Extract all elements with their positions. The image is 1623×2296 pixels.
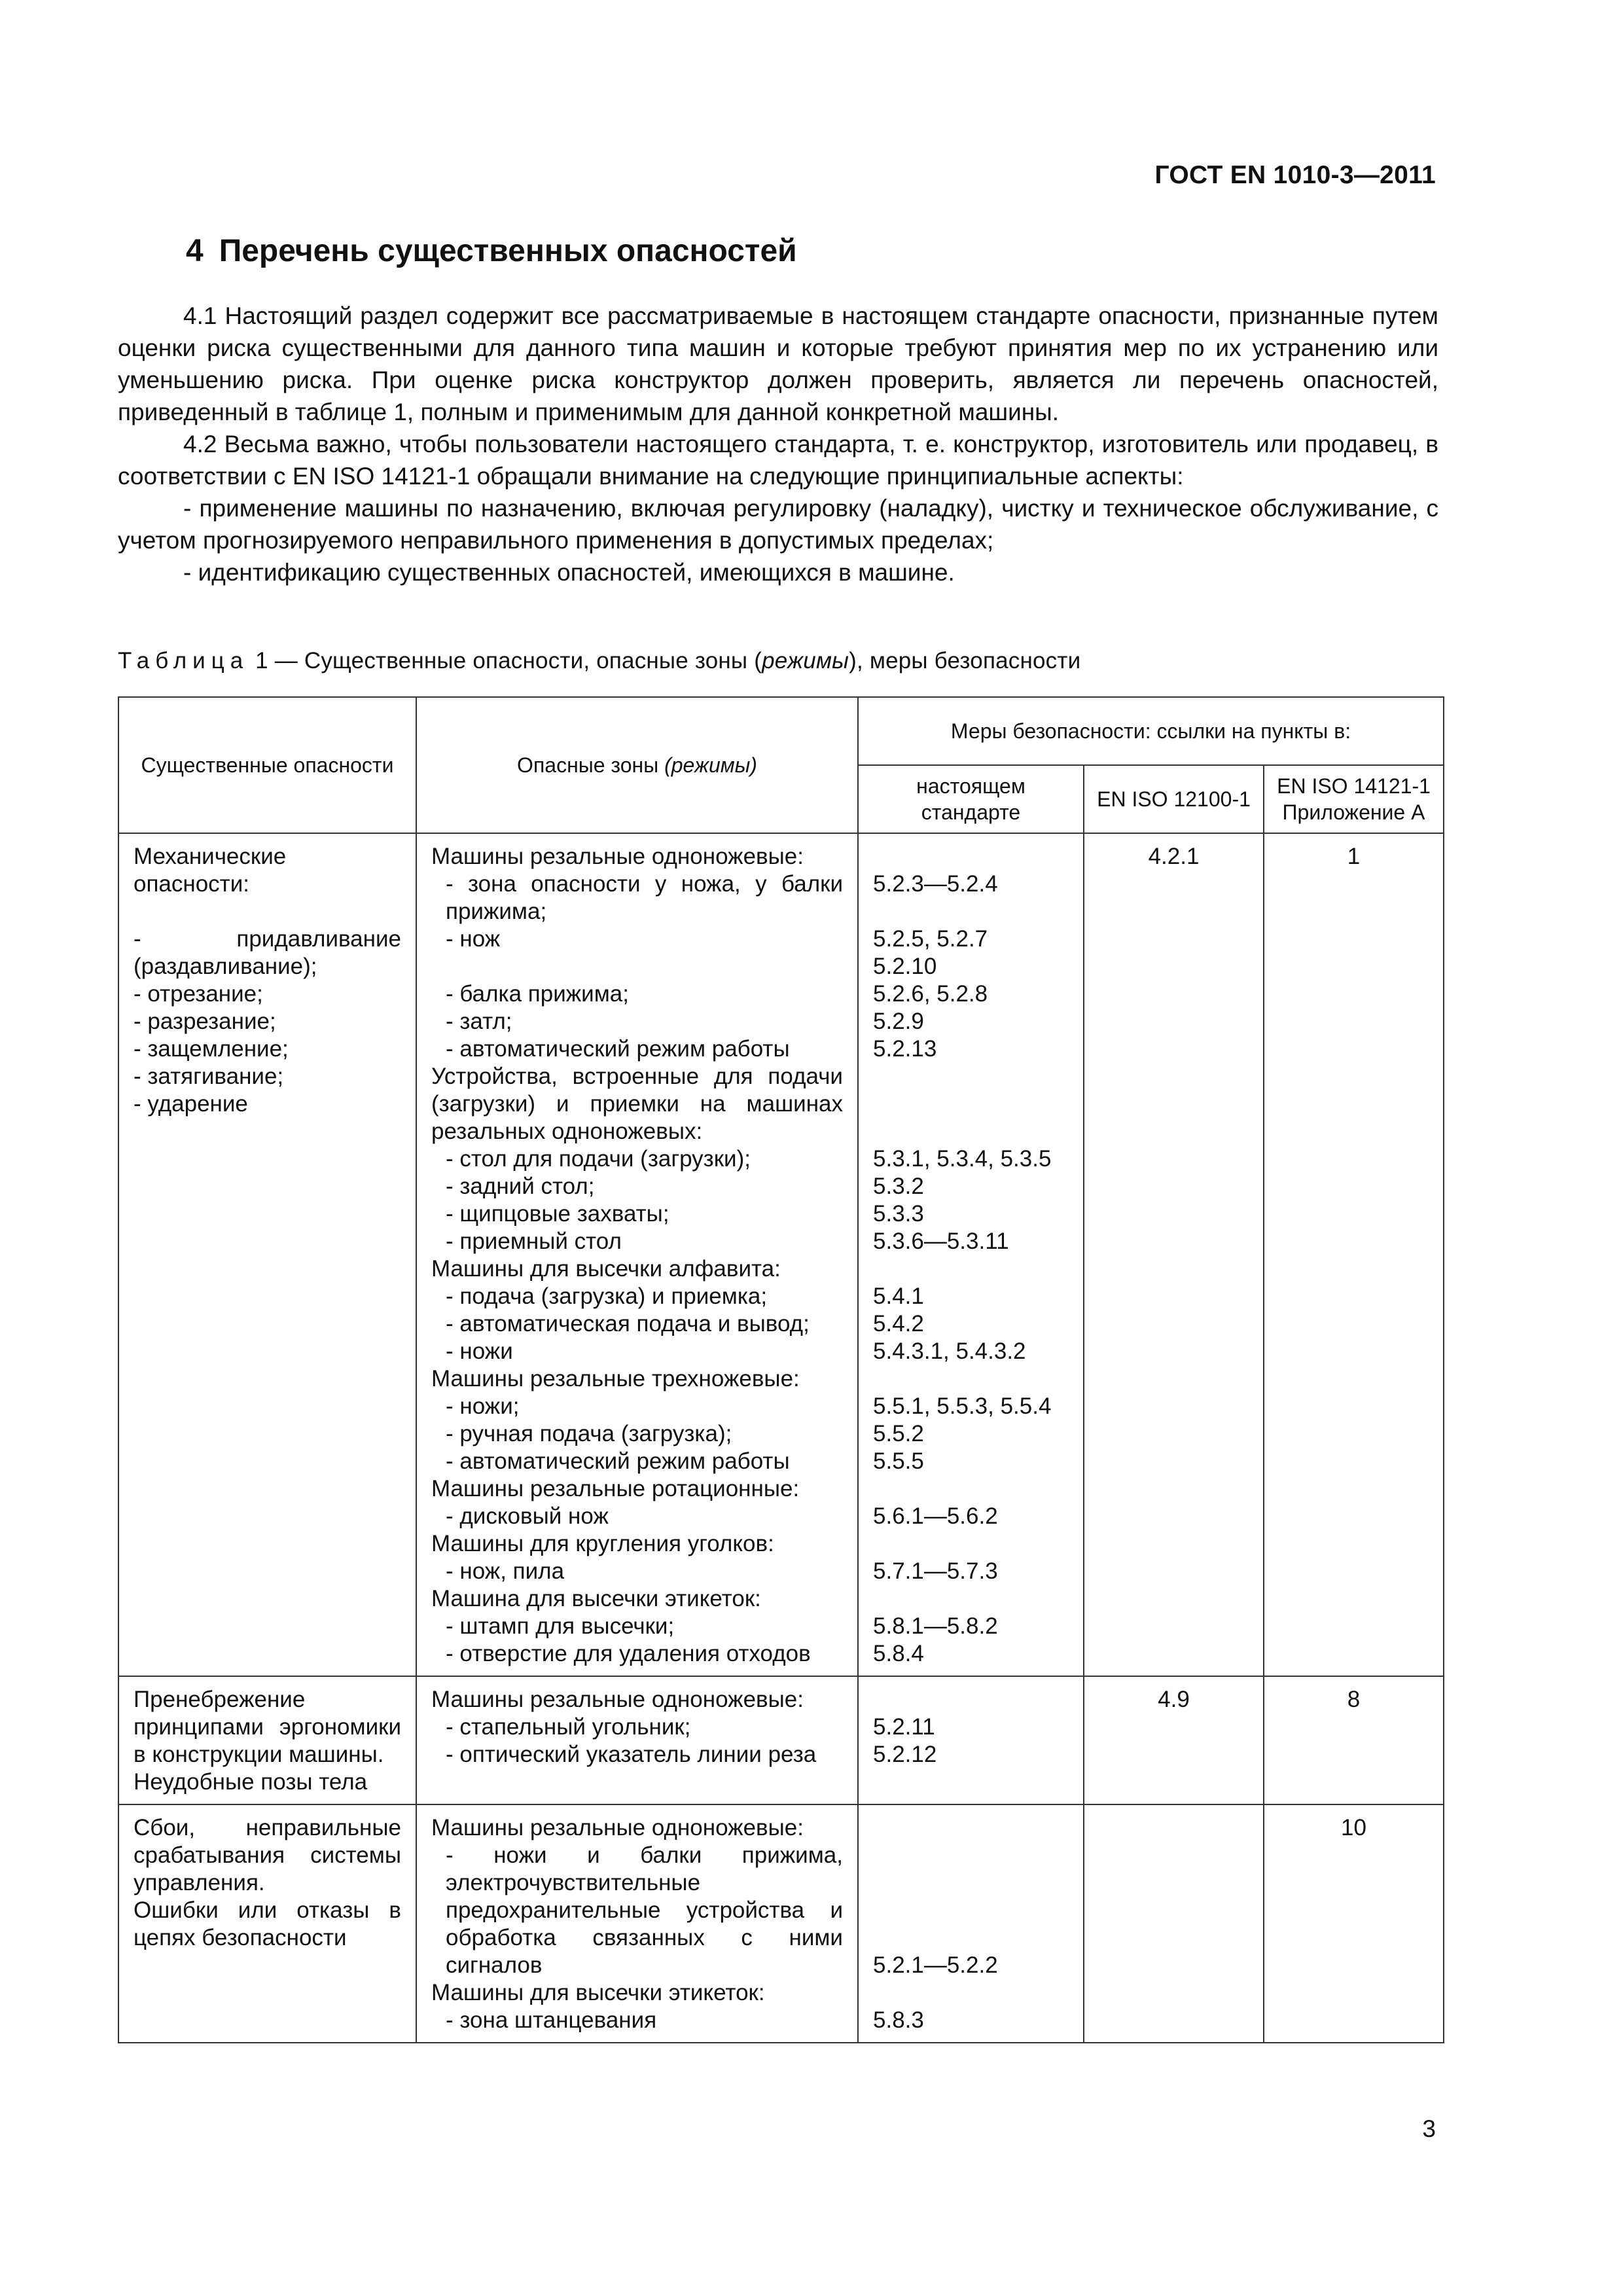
list-item-identification: - идентификацию существенных опасностей, имеющихся в машине. bbox=[183, 559, 955, 586]
reference-line: 5.4.1 bbox=[873, 1283, 924, 1309]
section-title: Перечень существенных опасностей bbox=[219, 234, 797, 268]
reference-line bbox=[873, 1897, 1069, 1924]
table-row bbox=[118, 1676, 1444, 1804]
table-row bbox=[118, 1804, 1444, 2043]
reference-line: 5.3.2 bbox=[873, 1174, 924, 1199]
hazard-line: Пренебрежение принципами эргономики в конструкции машины. bbox=[134, 1687, 401, 1767]
zone-line: - ножи; bbox=[446, 1393, 520, 1419]
reference-line bbox=[873, 1063, 1069, 1090]
hazards-table bbox=[118, 696, 1444, 2043]
reference-line: 5.8.1—5.8.2 bbox=[873, 1613, 998, 1639]
zone-line: Машины резальные ротационные: bbox=[431, 1476, 800, 1501]
paragraph-4-2: 4.2 Весьма важно, чтобы пользователи настоящего стандарта, т. е. конструктор, изготовитель или продавец, в соответствии с EN ISO 14121-1 обращали внимание на следующие принципиальные аспекты: bbox=[118, 431, 1438, 490]
hazard-cell bbox=[118, 833, 416, 1676]
header-iso-14121: EN ISO 14121-1 Приложение А bbox=[1264, 765, 1444, 833]
zone-line: - щипцовые захваты; bbox=[446, 1201, 669, 1227]
zone-line: - автоматический режим работы bbox=[446, 1036, 790, 1062]
zone-line: Машины резальные одноножевые: bbox=[431, 844, 804, 869]
reference-line: 5.8.4 bbox=[873, 1641, 924, 1666]
zone-line: Устройства, встроенные для подачи (загрузки) и приемки на машинах резальных одноножевых: bbox=[431, 1064, 843, 1144]
hazard-line: - защемление; bbox=[134, 1036, 289, 1062]
reference-line: 5.3.6—5.3.11 bbox=[873, 1229, 1009, 1254]
reference-line bbox=[873, 1585, 1069, 1613]
reference-line: 5.2.6, 5.2.8 bbox=[873, 981, 988, 1007]
reference-line bbox=[873, 1475, 1069, 1503]
reference-line: 5.2.5, 5.2.7 bbox=[873, 926, 988, 952]
reference-line: 5.7.1—5.7.3 bbox=[873, 1558, 998, 1584]
reference-line bbox=[873, 843, 1069, 870]
zone-line: - балка прижима; bbox=[446, 981, 629, 1007]
zone-line: - нож bbox=[446, 926, 501, 952]
table-caption-label: Таблица bbox=[118, 648, 249, 673]
table-caption-tail: ), меры безопасности bbox=[849, 648, 1081, 673]
reference-line bbox=[873, 1842, 1069, 1869]
hazard-line: - разрезание; bbox=[134, 1009, 276, 1034]
reference-line: 5.2.13 bbox=[873, 1036, 937, 1062]
iso14121-cell: 8 bbox=[1264, 1676, 1444, 1804]
zone-line: - автоматическая подача и вывод; bbox=[446, 1311, 810, 1336]
hazard-cell bbox=[118, 1676, 416, 1804]
zone-line: - дисковый нож bbox=[446, 1503, 609, 1529]
reference-line: 5.8.3 bbox=[873, 2007, 924, 2033]
zone-line: - нож, пила bbox=[446, 1558, 565, 1584]
hazard-line: Ошибки или отказы в цепях безопасности bbox=[134, 1897, 401, 1950]
header-zones: Опасные зоны (режимы) bbox=[416, 697, 858, 833]
zone-cell bbox=[416, 1676, 858, 1804]
table-row bbox=[118, 833, 1444, 1676]
reference-line: 5.2.1—5.2.2 bbox=[873, 1952, 998, 1978]
reference-cell bbox=[858, 1676, 1084, 1804]
header-hazards: Существенные опасности bbox=[118, 697, 416, 833]
zone-line: - отверстие для удаления отходов bbox=[446, 1641, 811, 1666]
reference-line bbox=[873, 1924, 1069, 1952]
page-number: 3 bbox=[1422, 2115, 1436, 2142]
table-caption-text: 1 — Существенные опасности, опасные зоны ( bbox=[249, 648, 762, 673]
header-this-standard: настоящем стандарте bbox=[858, 765, 1084, 833]
hazard-line: Механические опасности: bbox=[134, 844, 287, 897]
zone-line: Машины для кругления уголков: bbox=[431, 1531, 774, 1556]
hazard-line: - придавливание (раздавливание); bbox=[134, 926, 401, 979]
paragraph-4-1: 4.1 Настоящий раздел содержит все рассматриваемые в настоящем стандарте опасности, признанные путем оценки риска существенными для данного типа машин и которые требуют принятия мер по их устранению или уменьшению риска. При оценке риска конструктор должен проверить, является ли перечень опасностей, приведенный в таблице 1, полным и применимым для данной конкретной машины. bbox=[118, 302, 1438, 425]
zone-line: - штамп для высечки; bbox=[446, 1613, 675, 1639]
reference-line: 5.5.5 bbox=[873, 1448, 924, 1474]
zone-line: - ножи bbox=[446, 1338, 513, 1364]
reference-line: 5.4.3.1, 5.4.3.2 bbox=[873, 1338, 1026, 1364]
reference-line: 5.2.10 bbox=[873, 954, 937, 979]
zone-line: - задний стол; bbox=[446, 1174, 595, 1199]
reference-line bbox=[873, 1365, 1069, 1393]
iso14121-cell: 1 bbox=[1264, 833, 1444, 1676]
reference-line: 5.2.3—5.2.4 bbox=[873, 871, 998, 897]
document-code: ГОСТ EN 1010-3—2011 bbox=[1154, 161, 1436, 189]
hazard-line: - затягивание; bbox=[134, 1064, 284, 1089]
zone-line: - подача (загрузка) и приемка; bbox=[446, 1283, 768, 1309]
iso12100-cell: 4.9 bbox=[1084, 1676, 1264, 1804]
table-caption-italic: режимы bbox=[762, 648, 849, 673]
reference-line: 5.4.2 bbox=[873, 1311, 924, 1336]
reference-cell bbox=[858, 833, 1084, 1676]
zone-line: - зона опасности у ножа, у балки прижима; bbox=[446, 871, 843, 924]
iso12100-cell bbox=[1084, 1804, 1264, 2043]
hazard-line: - ударение bbox=[134, 1091, 248, 1117]
iso14121-cell: 10 bbox=[1264, 1804, 1444, 2043]
zone-line: - зона штанцевания bbox=[446, 2007, 657, 2033]
reference-line bbox=[873, 1090, 1069, 1118]
zone-line: - затл; bbox=[446, 1009, 512, 1034]
reference-line: 5.2.9 bbox=[873, 1009, 924, 1034]
reference-line: 5.6.1—5.6.2 bbox=[873, 1503, 998, 1529]
zone-line: Машина для высечки этикеток: bbox=[431, 1586, 761, 1611]
reference-line: 5.2.11 bbox=[873, 1714, 935, 1740]
zone-line: - приемный стол bbox=[446, 1229, 622, 1254]
table-body bbox=[118, 833, 1444, 2043]
zone-line: - стапельный угольник; bbox=[446, 1714, 691, 1740]
section-heading bbox=[186, 233, 797, 269]
zone-line: - стол для подачи (загрузки); bbox=[446, 1146, 751, 1172]
zone-line: Машины резальные трехножевые: bbox=[431, 1366, 800, 1391]
reference-line bbox=[873, 1979, 1069, 2007]
reference-line: 5.3.1, 5.3.4, 5.3.5 bbox=[873, 1146, 1052, 1172]
zone-line bbox=[431, 953, 843, 980]
zone-line: Машины резальные одноножевые: bbox=[431, 1687, 804, 1712]
iso12100-cell: 4.2.1 bbox=[1084, 833, 1264, 1676]
zone-cell bbox=[416, 1804, 858, 2043]
reference-line: 5.5.2 bbox=[873, 1421, 924, 1446]
reference-cell bbox=[858, 1804, 1084, 2043]
list-item-purpose: - применение машины по назначению, включая регулировку (наладку), чистку и техническое обслуживание, с учетом прогнозируемого неправильного применения в допустимых пределах; bbox=[118, 495, 1438, 554]
zone-line: Машины резальные одноножевые: bbox=[431, 1815, 804, 1840]
hazard-line: - отрезание; bbox=[134, 981, 263, 1007]
section-number: 4 bbox=[186, 234, 204, 268]
zone-line: Машины для высечки этикеток: bbox=[431, 1980, 765, 2005]
reference-line bbox=[873, 1869, 1069, 1897]
zone-line: - ножи и балки прижима, электрочувствительные предохранительные устройства и обработка связанных с ними сигналов bbox=[446, 1842, 843, 1978]
zone-line: - ручная подача (загрузка); bbox=[446, 1421, 732, 1446]
header-iso-12100: EN ISO 12100-1 bbox=[1084, 765, 1264, 833]
reference-line: 5.5.1, 5.5.3, 5.5.4 bbox=[873, 1393, 1052, 1419]
reference-line: 5.2.12 bbox=[873, 1742, 937, 1767]
hazard-cell bbox=[118, 1804, 416, 2043]
zone-line: - автоматический режим работы bbox=[446, 1448, 790, 1474]
reference-line bbox=[873, 1118, 1069, 1145]
zone-cell bbox=[416, 833, 858, 1676]
header-measures: Меры безопасности: ссылки на пункты в: bbox=[858, 697, 1444, 765]
table-caption bbox=[118, 648, 1080, 674]
zone-line: Машины для высечки алфавита: bbox=[431, 1256, 781, 1282]
zone-line: - оптический указатель линии реза bbox=[446, 1742, 817, 1767]
hazard-line bbox=[134, 898, 401, 925]
reference-line bbox=[873, 1814, 1069, 1842]
reference-line bbox=[873, 898, 1069, 925]
hazard-line: Неудобные позы тела bbox=[134, 1769, 368, 1795]
reference-line bbox=[873, 1530, 1069, 1558]
reference-line bbox=[873, 1686, 1069, 1713]
body-text bbox=[118, 300, 1438, 588]
reference-line bbox=[873, 1255, 1069, 1283]
reference-line: 5.3.3 bbox=[873, 1201, 924, 1227]
hazard-line: Сбои, неправильные срабатывания системы управления. bbox=[134, 1815, 401, 1895]
